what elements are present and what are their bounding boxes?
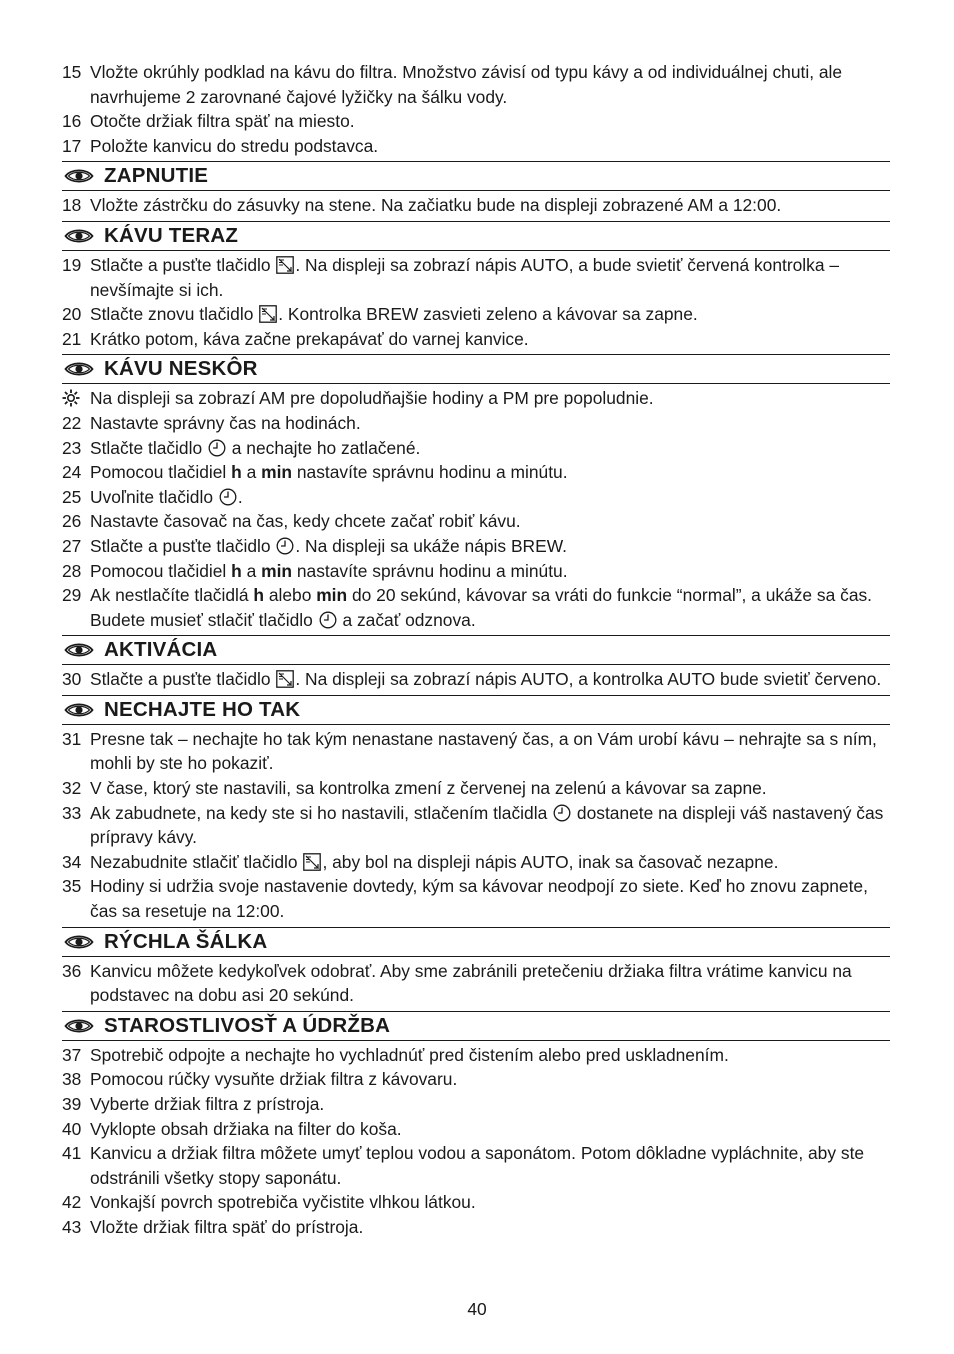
eye-icon xyxy=(64,227,94,245)
item-text: Nastavte správny čas na hodinách. xyxy=(90,412,361,433)
eye-icon xyxy=(64,641,94,659)
list-item xyxy=(62,801,890,850)
section-title: ZAPNUTIE xyxy=(104,164,209,188)
list-item xyxy=(62,850,890,875)
list-item xyxy=(62,1043,890,1068)
page-number: 40 xyxy=(467,1299,487,1319)
item-text: do 20 sekúnd, kávovar sa vráti do funkcie “normal”, a ukáže sa čas. Budete musieť stlačiť tlačidlo xyxy=(90,585,873,630)
item-text: Ak zabudnete, na kedy ste si ho nastavili, stlačením tlačidla xyxy=(90,802,553,823)
item-number: 34 xyxy=(62,851,82,872)
section-title: AKTIVÁCIA xyxy=(104,638,218,662)
list-item xyxy=(62,1092,890,1117)
auto-button-icon xyxy=(259,305,277,323)
list-item xyxy=(62,1117,890,1142)
item-number: 31 xyxy=(62,728,82,749)
item-text: Krátko potom, káva začne prekapávať do varnej kanvice. xyxy=(90,328,529,349)
button-label-h: h xyxy=(231,462,242,483)
item-text: Spotrebič odpojte a nechajte ho vychladnúť pred čistením alebo pred uskladnením. xyxy=(90,1044,729,1065)
item-number: 39 xyxy=(62,1094,82,1114)
section-heading-zapnutie xyxy=(62,161,890,191)
clock-icon xyxy=(276,537,294,555)
section-title: RÝCHLA ŠÁLKA xyxy=(104,929,268,953)
item-text: Položte kanvicu do stredu podstavca. xyxy=(90,135,379,156)
list-item xyxy=(62,959,890,1008)
item-number: 24 xyxy=(62,462,82,483)
item-text: . Na displeji sa ukáže nápis BREW. xyxy=(295,535,567,556)
item-text: a xyxy=(241,462,262,483)
eye-icon xyxy=(64,701,94,719)
item-text: Pomocou tlačidiel xyxy=(90,560,232,581)
list-item xyxy=(62,874,890,923)
item-number: 25 xyxy=(62,486,82,507)
list-item xyxy=(62,583,890,632)
item-number: 35 xyxy=(62,876,82,897)
button-label-min: min xyxy=(316,585,348,606)
item-text: Kanvicu môžete kedykoľvek odobrať. Aby sme zabránili pretečeniu držiaka filtra vrátime kanvicu na podstavec na dobu asi 20 sekúnd. xyxy=(90,960,852,1006)
item-text: Stlačte a pusťte tlačidlo xyxy=(90,669,276,690)
item-text: Otočte držiak filtra späť na miesto. xyxy=(90,111,355,132)
section-heading-nechajte xyxy=(62,695,890,725)
item-text: Vložte okrúhly podklad na kávu do filtra. Množstvo závisí od typu kávy a od individuálnej chuti, ale navrhujeme 2 zarovnané čajové lyžičky na šálku vody. xyxy=(90,62,843,107)
item-number: 40 xyxy=(62,1118,82,1139)
item-text: Vonkajší povrch spotrebiča vyčistite vlhkou látkou. xyxy=(90,1192,476,1213)
item-text: Stlačte a pusťte tlačidlo xyxy=(90,535,276,556)
item-text: Uvoľnite tlačidlo xyxy=(90,486,218,507)
section-title: KÁVU NESKÔR xyxy=(104,357,258,381)
section-heading-starostlivost xyxy=(62,1011,890,1041)
item-number: 37 xyxy=(62,1044,82,1065)
tip-item xyxy=(62,386,890,411)
list-item xyxy=(62,1215,890,1240)
eye-icon xyxy=(64,1017,94,1035)
list-item xyxy=(62,134,890,159)
eye-icon xyxy=(64,360,94,378)
item-text: Ak nestlačíte tlačidlá xyxy=(90,585,254,606)
section-heading-rychla-salka xyxy=(62,927,890,957)
list-item xyxy=(62,1190,890,1215)
list-item xyxy=(62,327,890,352)
item-text: a xyxy=(241,560,262,581)
item-number: 21 xyxy=(62,328,82,349)
item-text: Vyberte držiak filtra z prístroja. xyxy=(90,1094,325,1114)
list-item xyxy=(62,1067,890,1092)
item-number: 20 xyxy=(62,304,82,325)
list-item xyxy=(62,109,890,134)
section-heading-aktivacia xyxy=(62,635,890,665)
button-label-h: h xyxy=(253,585,264,606)
button-label-min: min xyxy=(261,462,293,483)
item-number: 19 xyxy=(62,254,82,275)
item-text: V čase, ktorý ste nastavili, sa kontrolka zmení z červenej na zelenú a kávovar sa zapne. xyxy=(90,778,767,799)
item-number: 16 xyxy=(62,111,82,132)
item-text: dostanete na displeji váš nastavený čas prípravy kávy. xyxy=(90,802,884,848)
sun-icon xyxy=(62,387,88,407)
section-title: STAROSTLIVOSŤ A ÚDRŽBA xyxy=(104,1013,391,1037)
list-item xyxy=(62,534,890,559)
button-label-min: min xyxy=(261,560,293,581)
item-text: . xyxy=(237,486,243,507)
section-title: NECHAJTE HO TAK xyxy=(104,697,301,721)
item-number: 29 xyxy=(62,585,82,606)
item-text: Stlačte a pusťte tlačidlo xyxy=(90,254,276,275)
list-item xyxy=(62,667,890,692)
item-number: 43 xyxy=(62,1216,82,1237)
eye-icon xyxy=(64,933,94,951)
item-text: a nechajte ho zatlačené. xyxy=(226,437,421,458)
item-number: 41 xyxy=(62,1143,82,1164)
item-number: 23 xyxy=(62,437,82,458)
list-item xyxy=(62,460,890,485)
list-item xyxy=(62,60,890,109)
auto-button-icon xyxy=(276,670,294,688)
item-number: 32 xyxy=(62,778,82,799)
list-item xyxy=(62,727,890,776)
item-number: 18 xyxy=(62,195,82,216)
list-item xyxy=(62,509,890,534)
clock-icon xyxy=(319,611,337,629)
item-text: . Na displeji sa zobrazí nápis AUTO, a kontrolka AUTO bude svietiť červeno. xyxy=(295,669,882,690)
item-number: 33 xyxy=(62,802,82,823)
item-number: 42 xyxy=(62,1192,82,1213)
item-number: 15 xyxy=(62,62,82,82)
item-text: Pomocou tlačidiel xyxy=(90,462,232,483)
item-text: Hodiny si udržia svoje nastavenie dovtedy, kým sa kávovar neodpojí zo siete. Keď ho znovu zapnete, čas sa resetuje na 12:00. xyxy=(90,876,868,922)
item-text: Vložte držiak filtra späť do prístroja. xyxy=(90,1216,364,1237)
item-text: Nezabudnite stlačiť tlačidlo xyxy=(90,851,303,872)
item-number: 27 xyxy=(62,535,82,556)
item-text: nastavíte správnu hodinu a minútu. xyxy=(292,462,568,483)
item-text: Kanvicu a držiak filtra môžete umyť teplou vodou a saponátom. Potom dôkladne vypláchnite, aby ste odstránili všetky stopy saponátu. xyxy=(90,1143,865,1188)
item-text: . Na displeji sa zobrazí nápis AUTO, a bude svietiť červená kontrolka – nevšímajte si ich. xyxy=(90,254,840,300)
clock-icon xyxy=(553,804,571,822)
clock-icon xyxy=(208,439,226,457)
item-text: Pomocou rúčky vysuňte držiak filtra z kávovaru. xyxy=(90,1069,458,1090)
item-text: Stlačte znovu tlačidlo xyxy=(90,304,259,325)
button-label-h: h xyxy=(231,560,242,581)
item-text: . Kontrolka BREW zasvieti zeleno a kávovar sa zapne. xyxy=(278,304,698,325)
clock-icon xyxy=(219,488,237,506)
list-item xyxy=(62,485,890,510)
item-text: , aby bol na displeji nápis AUTO, inak sa časovač nezapne. xyxy=(322,851,779,872)
item-text: nastavíte správnu hodinu a minútu. xyxy=(292,560,568,581)
section-title: KÁVU TERAZ xyxy=(104,223,239,247)
item-text: alebo xyxy=(264,585,317,606)
list-item xyxy=(62,302,890,327)
item-text: Nastavte časovač na čas, kedy chcete začať robiť kávu. xyxy=(90,511,521,532)
section-heading-kavu-neskor xyxy=(62,354,890,384)
section-heading-kavu-teraz xyxy=(62,221,890,251)
list-item xyxy=(62,436,890,461)
list-item xyxy=(62,559,890,584)
auto-button-icon xyxy=(276,256,294,274)
list-item xyxy=(62,776,890,801)
item-text: Presne tak – nechajte ho tak kým nenastane nastavený čas, a on Vám urobí kávu – nehrajte sa s ním, mohli by ste ho pokaziť. xyxy=(90,728,877,774)
tip-text: Na displeji sa zobrazí AM pre dopoludňajšie hodiny a PM pre popoludnie. xyxy=(90,388,654,409)
item-number: 28 xyxy=(62,560,82,581)
list-item xyxy=(62,1141,890,1190)
item-number: 22 xyxy=(62,412,82,433)
item-text: Vyklopte obsah držiaka na filter do koša. xyxy=(90,1118,402,1139)
manual-page xyxy=(62,60,890,1240)
auto-button-icon xyxy=(303,853,321,871)
item-number: 38 xyxy=(62,1069,82,1090)
item-text: Vložte zástrčku do zásuvky na stene. Na začiatku bude na displeji zobrazené AM a 12:00. xyxy=(90,195,782,216)
item-number: 26 xyxy=(62,511,82,532)
list-item xyxy=(62,193,890,218)
item-text: Stlačte tlačidlo xyxy=(90,437,207,458)
list-item xyxy=(62,411,890,436)
list-item xyxy=(62,253,890,302)
item-number: 17 xyxy=(62,135,82,156)
item-text: a začať odznova. xyxy=(337,609,476,630)
item-number: 30 xyxy=(62,669,82,690)
eye-icon xyxy=(64,167,94,185)
item-number: 36 xyxy=(62,960,82,981)
